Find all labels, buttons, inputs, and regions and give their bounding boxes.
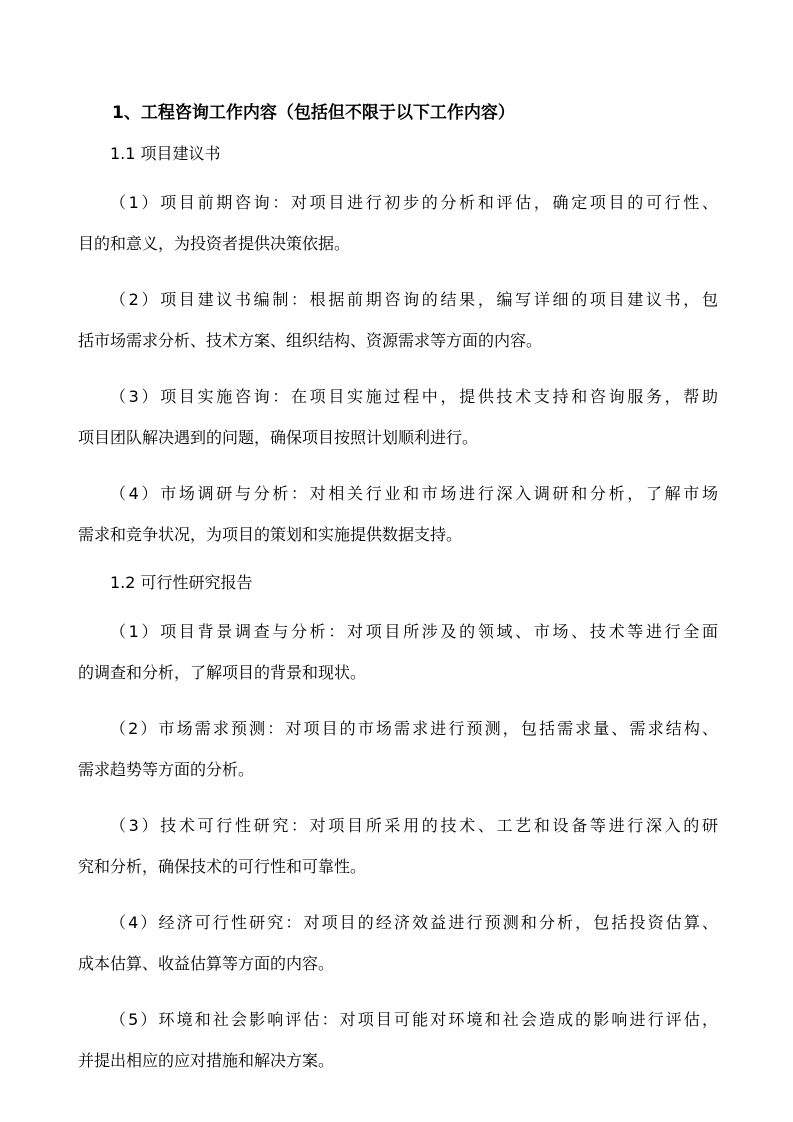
paragraph-line: （2）项目建议书编制：根据前期咨询的结果，编写详细的项目建议书，包 bbox=[110, 290, 718, 309]
section-title-feasibility-report: 1.2 可行性研究报告 bbox=[110, 573, 253, 592]
paragraph-line: 需求趋势等方面的分析。 bbox=[78, 760, 255, 779]
paragraph-line: 项目团队解决遇到的问题，确保项目按照计划顺利进行。 bbox=[78, 428, 479, 447]
document-heading: 1、工程咨询工作内容（包括但不限于以下工作内容） bbox=[112, 103, 515, 123]
paragraph-line: 究和分析，确保技术的可行性和可靠性。 bbox=[78, 857, 367, 876]
paragraph-1-1-3 bbox=[78, 376, 718, 458]
paragraph-line: （4）经济可行性研究：对项目的经济效益进行预测和分析，包括投资估算、 bbox=[110, 913, 718, 932]
paragraph-line: 目的和意义，为投资者提供决策依据。 bbox=[78, 234, 351, 253]
paragraph-line: （1）项目背景调查与分析：对项目所涉及的领域、市场、技术等进行全面 bbox=[110, 622, 718, 641]
paragraph-1-2-2 bbox=[78, 708, 718, 790]
paragraph-line: （2）市场需求预测：对项目的市场需求进行预测，包括需求量、需求结构、 bbox=[110, 719, 718, 738]
paragraph-1-2-1 bbox=[78, 611, 718, 693]
paragraph-line: 并提出相应的应对措施和解决方案。 bbox=[78, 1051, 335, 1070]
paragraph-1-1-2 bbox=[78, 279, 718, 361]
paragraph-1-2-3 bbox=[78, 805, 718, 887]
paragraph-1-1-4 bbox=[78, 473, 718, 555]
paragraph-line: 成本估算、收益估算等方面的内容。 bbox=[78, 954, 335, 973]
paragraph-1-2-5 bbox=[78, 999, 718, 1081]
paragraph-line: （1）项目前期咨询：对项目进行初步的分析和评估，确定项目的可行性、 bbox=[110, 193, 718, 212]
paragraph-line: （5）环境和社会影响评估：对项目可能对环境和社会造成的影响进行评估， bbox=[110, 1010, 718, 1029]
paragraph-line: （4）市场调研与分析：对相关行业和市场进行深入调研和分析，了解市场 bbox=[110, 484, 718, 503]
paragraph-line: （3）项目实施咨询：在项目实施过程中，提供技术支持和咨询服务，帮助 bbox=[110, 387, 718, 406]
paragraph-line: （3）技术可行性研究：对项目所采用的技术、工艺和设备等进行深入的研 bbox=[110, 816, 718, 835]
paragraph-line: 需求和竞争状况，为项目的策划和实施提供数据支持。 bbox=[78, 525, 463, 544]
paragraph-line: 括市场需求分析、技术方案、组织结构、资源需求等方面的内容。 bbox=[78, 331, 543, 350]
document-body bbox=[78, 100, 718, 1081]
paragraph-1-2-4 bbox=[78, 902, 718, 984]
paragraph-1-1-1 bbox=[78, 182, 718, 264]
paragraph-line: 的调查和分析，了解项目的背景和现状。 bbox=[78, 663, 367, 682]
section-title-project-proposal: 1.1 项目建议书 bbox=[110, 144, 221, 163]
